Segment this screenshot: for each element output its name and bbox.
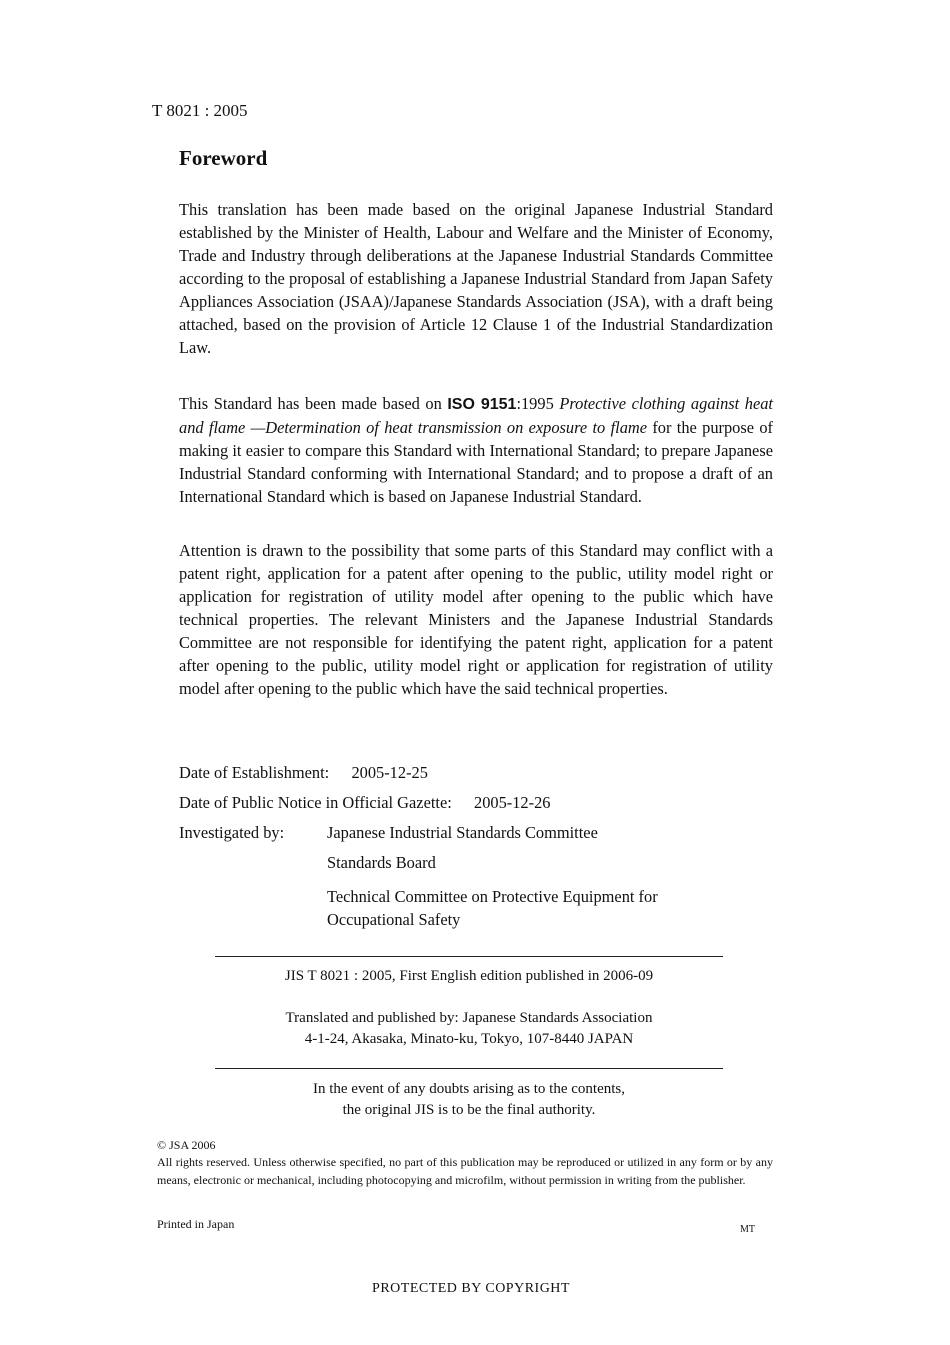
rights-statement: All rights reserved. Unless otherwise specified, no part of this publication may be reproduced or utilized in any form or by any means, electronic or mechanical, including photocopying and microfilm, without permission in writing from the publisher. (157, 1155, 773, 1187)
divider-top (215, 956, 723, 957)
investigated-line-2: Standards Board (327, 853, 436, 872)
protected-banner: PROTECTED BY COPYRIGHT (372, 1281, 570, 1296)
iso-year: :1995 (516, 394, 560, 413)
printed-in: Printed in Japan (157, 1217, 235, 1231)
paragraph-2-rest: for the purpose of making it easier to compare this Standard with International Standard; to prepare Japanese Industrial Standard conforming with International Standard; and to propose a draft of an International Standard which is based on Japanese Industrial Standard. (179, 418, 773, 506)
establishment-date-row (179, 761, 428, 784)
copyright-line: © JSA 2006 (157, 1138, 216, 1152)
iso-title: Protective clothing against heat and flame —Determination of heat transmission on exposure to flame (179, 394, 773, 437)
iso-reference: ISO 9151 (447, 396, 517, 413)
publisher-block (215, 1008, 723, 1050)
gazette-label: Date of Public Notice in Official Gazette: (179, 793, 452, 812)
authority-note (215, 1079, 723, 1121)
foreword-paragraph-1: This translation has been made based on the original Japanese Industrial Standard established by the Minister of Health, Labour and Welfare and the Minister of Economy, Trade and Industry through deliberations at the Japanese Industrial Standards Committee according to the proposal of establishing a Japanese Industrial Standard from Japan Safety Appliances Association (JSAA)/Japanese Standards Association (JSA), with a draft being attached, based on the provision of Article 12 Clause 1 of the Industrial Standardization Law. (179, 200, 773, 357)
publisher-line: Translated and published by: Japanese Standards Association (285, 1010, 653, 1026)
printer-code: MT (740, 1224, 755, 1235)
establishment-label: Date of Establishment: (179, 763, 330, 782)
authority-line-2: the original JIS is to be the final authority. (342, 1102, 596, 1118)
gazette-value: 2005-12-26 (474, 793, 551, 812)
foreword-title: Foreword (179, 146, 268, 170)
authority-line-1: In the event of any doubts arising as to the contents, (312, 1081, 625, 1097)
foreword-paragraph-2 (179, 392, 773, 508)
divider-bottom (215, 1068, 723, 1069)
paragraph-2-lead: This Standard has been made based on (179, 394, 448, 413)
investigated-label: Investigated by: (179, 823, 285, 842)
standard-number: T 8021 : 2005 (152, 101, 248, 120)
foreword-paragraph-3: Attention is drawn to the possibility that some parts of this Standard may conflict with a patent right, application for a patent after opening to the public, utility model right or application for registration of utility model after opening to the public which have technical properties. The relevant Ministers and the Japanese Industrial Standards Committee are not responsible for identifying the patent right, application for a patent after opening to the public, utility model right or application for registration of utility model after opening to the public which have the said technical properties. (179, 541, 773, 698)
investigated-line-3: Technical Committee on Protective Equipment for Occupational Safety (327, 887, 658, 929)
publisher-address: 4-1-24, Akasaka, Minato-ku, Tokyo, 107-8440 JAPAN (304, 1031, 634, 1047)
edition-line: JIS T 8021 : 2005, First English edition published in 2006-09 (284, 968, 654, 984)
gazette-date-row (179, 791, 550, 814)
establishment-value: 2005-12-25 (351, 763, 428, 782)
investigated-line-1: Japanese Industrial Standards Committee (327, 823, 598, 842)
